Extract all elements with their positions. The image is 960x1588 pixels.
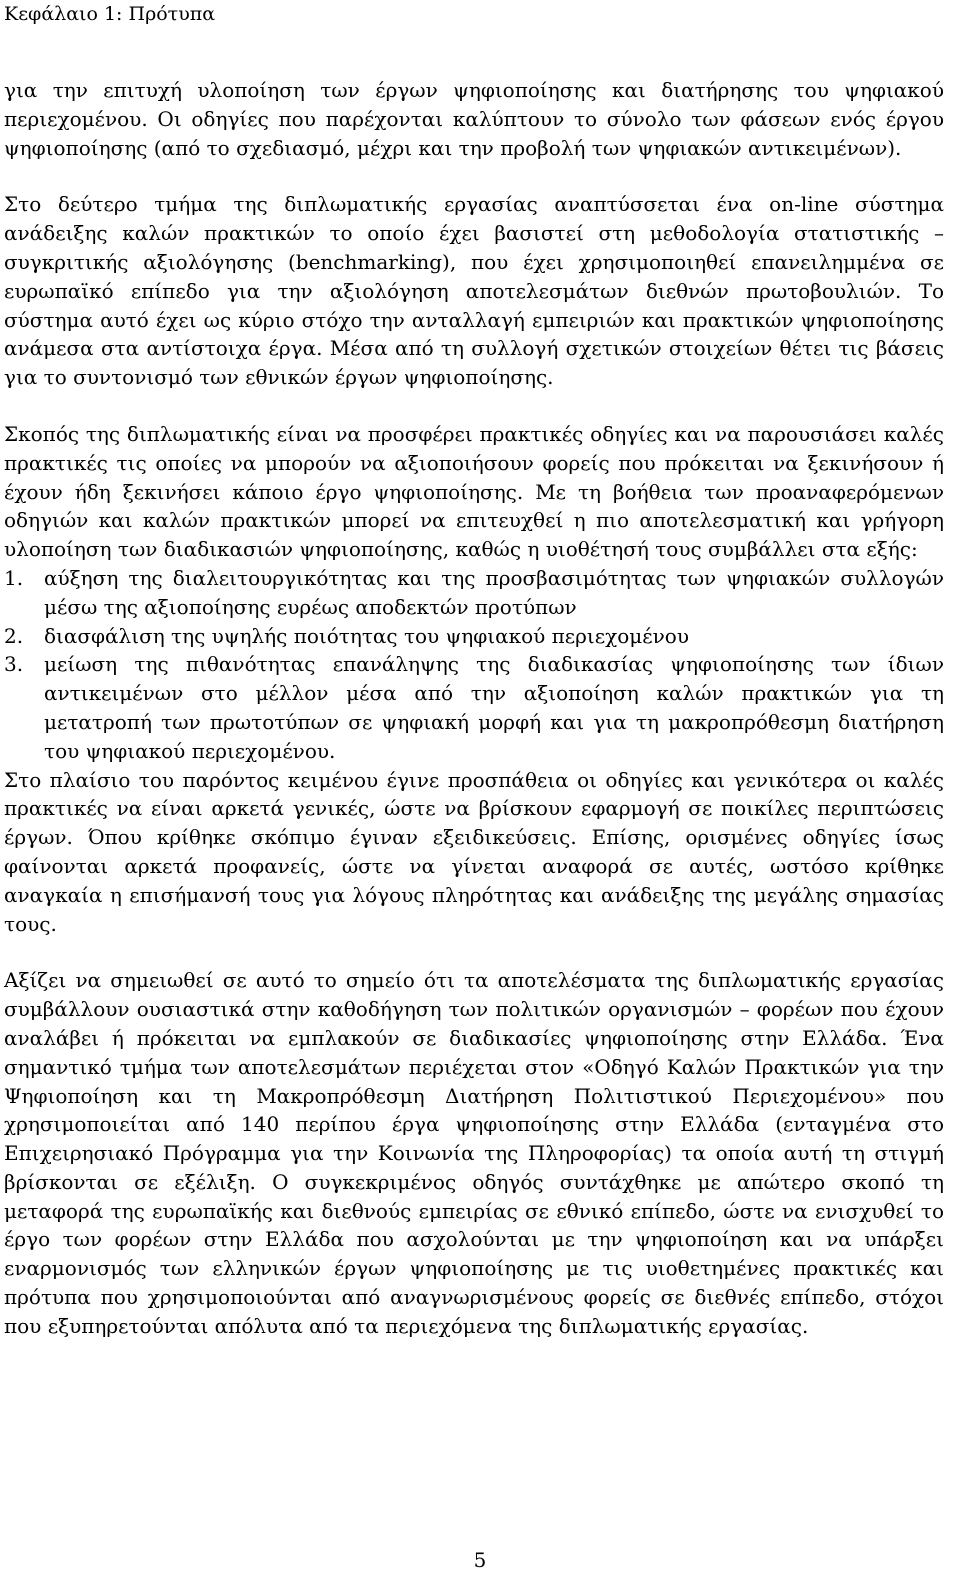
paragraph-4: Στο πλαίσιο του παρόντος κειμένου έγινε προσπάθεια οι οδηγίες και γενικότερα οι καλές πρακτικές να είναι αρκετά γενικές, ώστε να βρίσκουν εφαρμογή σε ποικίλες περιπτώσεις έργων. Όπου κρίθηκε σκόπιμο έγιναν εξειδικεύσεις. Επίσης, ορισμένες οδηγίες ίσως φαίνονται αρκετά προφανείς, ώστε να γίνεται αναφορά σε αυτές, ωστόσο κρίθηκε αναγκαία η επισήμανσή τους για λόγους πληρότητας και ανάδειξης της μεγάλης σημασίας τους. <box>4 767 944 936</box>
benefits-list <box>4 564 944 766</box>
list-item-text: αύξηση της διαλειτουργικότητας και της προσβασιμότητας των ψηφιακών συλλογών μέσω της αξιοποίησης ευρέως αποδεκτών προτύπων <box>44 565 944 619</box>
list-item <box>4 622 944 651</box>
list-item-number: 2. <box>4 623 24 648</box>
list-item-text: διασφάλιση της υψηλής ποιότητας του ψηφιακού περιεχομένου <box>44 623 689 648</box>
paragraph-1: για την επιτυχή υλοποίηση των έργων ψηφιοποίησης και διατήρησης του ψηφιακού περιεχομένου. Οι οδηγίες που παρέχονται καλύπτουν το σύνολο των φάσεων ενός έργου ψηφιοποίησης (από το σχεδιασμό, μέχρι και την προβολή των ψηφιακών αντικειμένων). <box>4 78 944 160</box>
paragraph-gap <box>4 392 944 420</box>
list-item <box>4 650 944 765</box>
list-item-number: 1. <box>4 565 24 590</box>
page-number: 5 <box>473 1548 487 1572</box>
paragraph-5: Αξίζει να σημειωθεί σε αυτό το σημείο ότι τα αποτελέσματα της διπλωματικής εργασίας συμβάλλουν ουσιαστικά στην καθοδήγηση των πολιτικών οργανισμών – φορέων που έχουν αναλάβει ή πρόκειται να εμπλακούν σε διαδικασίες ψηφιοποίησης στην Ελλάδα. Ένα σημαντικό τμήμα των αποτελεσμάτων περιέχεται στον «Οδηγό Καλών Πρακτικών για την Ψηφιοποίηση και τη Μακροπρόθεσμη Διατήρηση Πολιτιστικού Περιεχομένου» που χρησιμοποιείται από 140 περίπου έργα ψηφιοποίησης στην Ελλάδα (ενταγμένα στο Επιχειρησιακό Πρόγραμμα για την Κοινωνία της Πληροφορίας) τα οποία αυτή τη στιγμή βρίσκονται σε εξέλιξη. Ο συγκεκριμένος οδηγός συντάχθηκε με απώτερο σκοπό τη μεταφορά της ευρωπαϊκής και διεθνούς εμπειρίας σε εθνικό επίπεδο, ώστε να ενισχυθεί το έργο των φορέων στην Ελλάδα που ασχολούνται με την ψηφιοποίηση και να υπάρξει εναρμονισμός των ελληνικών έργων ψηφιοποίησης με τις υιοθετημένες πρακτικές και πρότυπα που χρησιμοποιούνται από αναγνωρισμένους φορείς σε διεθνές επίπεδο, στόχοι που εξυπηρετούνται απόλυτα από τα περιεχόμενα της διπλωματικής εργασίας. <box>4 968 944 1338</box>
paragraph-2: Στο δεύτερο τμήμα της διπλωματικής εργασίας αναπτύσσεται ένα on-line σύστημα ανάδειξης καλών πρακτικών το οποίο έχει βασιστεί στη μεθοδολογία στατιστικής – συγκριτικής αξιολόγησης (benchmarking), που έχει χρησιμοποιηθεί επανειλημμένα σε ευρωπαϊκό επίπεδο για την αξιολόγηση αποτελεσμάτων διεθνών πρωτοβουλιών. Το σύστημα αυτό έχει ως κύριο στόχο την ανταλλαγή εμπειριών και πρακτικών ψηφιοποίησης ανάμεσα στα αντίστοιχα έργα. Μέσα από τη συλλογή σχετικών στοιχείων θέτει τις βάσεις για το συντονισμό των εθνικών έργων ψηφιοποίησης. <box>4 192 944 390</box>
chapter-header: Κεφάλαιο 1: Πρότυπα <box>4 3 216 25</box>
paragraph-gap <box>4 162 944 190</box>
paragraph-3: Σκοπός της διπλωματικής είναι να προσφέρει πρακτικές οδηγίες και να παρουσιάσει καλές πρακτικές τις οποίες να μπορούν να αξιοποιήσουν φορείς που πρόκειται να ξεκινήσουν ή έχουν ήδη ξεκινήσει κάποιο έργο ψηφιοποίησης. Με τη βοήθεια των προαναφερόμενων οδηγιών και καλών πρακτικών μπορεί να επιτευχθεί η πιο αποτελεσματική και γρήγορη υλοποίηση των διαδικασιών ψηφιοποίησης, καθώς η υιοθέτησή τους συμβάλλει στα εξής: <box>4 421 944 562</box>
document-body <box>4 76 944 1341</box>
paragraph-gap <box>4 938 944 966</box>
list-item <box>4 564 944 622</box>
list-item-number: 3. <box>4 652 24 677</box>
list-item-text: μείωση της πιθανότητας επανάληψης της διαδικασίας ψηφιοποίησης των ίδιων αντικειμένων στο μέλλον μέσα από την αξιοποίηση καλών πρακτικών για τη μετατροπή των πρωτοτύπων σε ψηφιακή μορφή και για τη μακροπρόθεσμη διατήρηση του ψηφιακού περιεχομένου. <box>44 652 944 763</box>
